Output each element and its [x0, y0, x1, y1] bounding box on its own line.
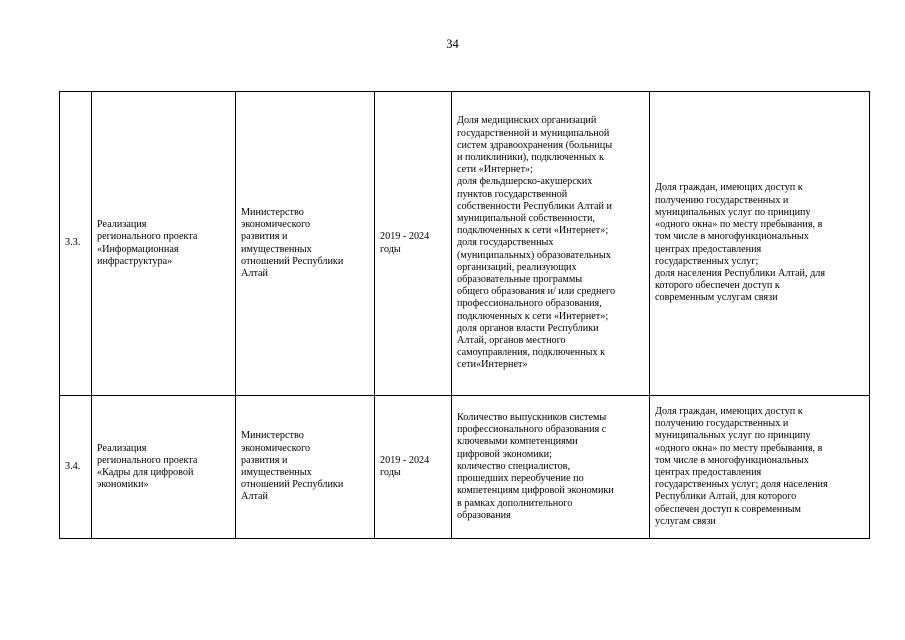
- indicators-cell: Количество выпускников системы профессионального образования с ключевыми компетенциями цифровой экономики; количество специалистов, прошедших переобучение по компетенциям цифровой экономики в рамках дополнительного образования: [452, 396, 650, 539]
- result-cell: Доля граждан, имеющих доступ к получению государственных и муниципальных услуг по принципу «одного окна» по месту пребывания, в том числе в многофункциональных центрах предоставления государственных услуг; доля населения Республики Алтай, для которого обеспечен доступ к современным услугам связи: [650, 396, 870, 539]
- row-number-cell: 3.3.: [60, 92, 92, 396]
- project-name-cell: Реализация регионального проекта «Информационная инфраструктура»: [92, 92, 236, 396]
- period-cell: 2019 - 2024 годы: [375, 396, 452, 539]
- table-row: [60, 92, 870, 396]
- indicators-cell: Доля медицинских организаций государственной и муниципальной систем здравоохранения (больницы и поликлиники), подключенных к сети «Интернет»; доля фельдшерско-акушерских пунктов государственной собственности Республики Алтай и муниципальной собственности, подключенных к сети «Интернет»; доля государственных (муниципальных) образовательных организаций, реализующих образовательные программы общего образования и/ или среднего профессионального образования, подключенных к сети «Интернет»; доля органов власти Республики Алтай, органов местного самоуправления, подключенных к сети«Интернет»: [452, 92, 650, 396]
- result-cell: Доля граждан, имеющих доступ к получению государственных и муниципальных услуг по принципу «одного окна» по месту пребывания, в том числе в многофункциональных центрах предоставления государственных услуг; доля населения Республики Алтай, для которого обеспечен доступ к современным услугам связи: [650, 92, 870, 396]
- executor-cell: Министерство экономического развития и имущественных отношений Республики Алтай: [236, 92, 375, 396]
- table-row: [60, 396, 870, 539]
- project-name-cell: Реализация регионального проекта «Кадры для цифровой экономики»: [92, 396, 236, 539]
- executor-cell: Министерство экономического развития и имущественных отношений Республики Алтай: [236, 396, 375, 539]
- period-cell: 2019 - 2024 годы: [375, 92, 452, 396]
- measures-table: [59, 91, 870, 539]
- row-number-cell: 3.4.: [60, 396, 92, 539]
- page-number: 34: [446, 37, 459, 51]
